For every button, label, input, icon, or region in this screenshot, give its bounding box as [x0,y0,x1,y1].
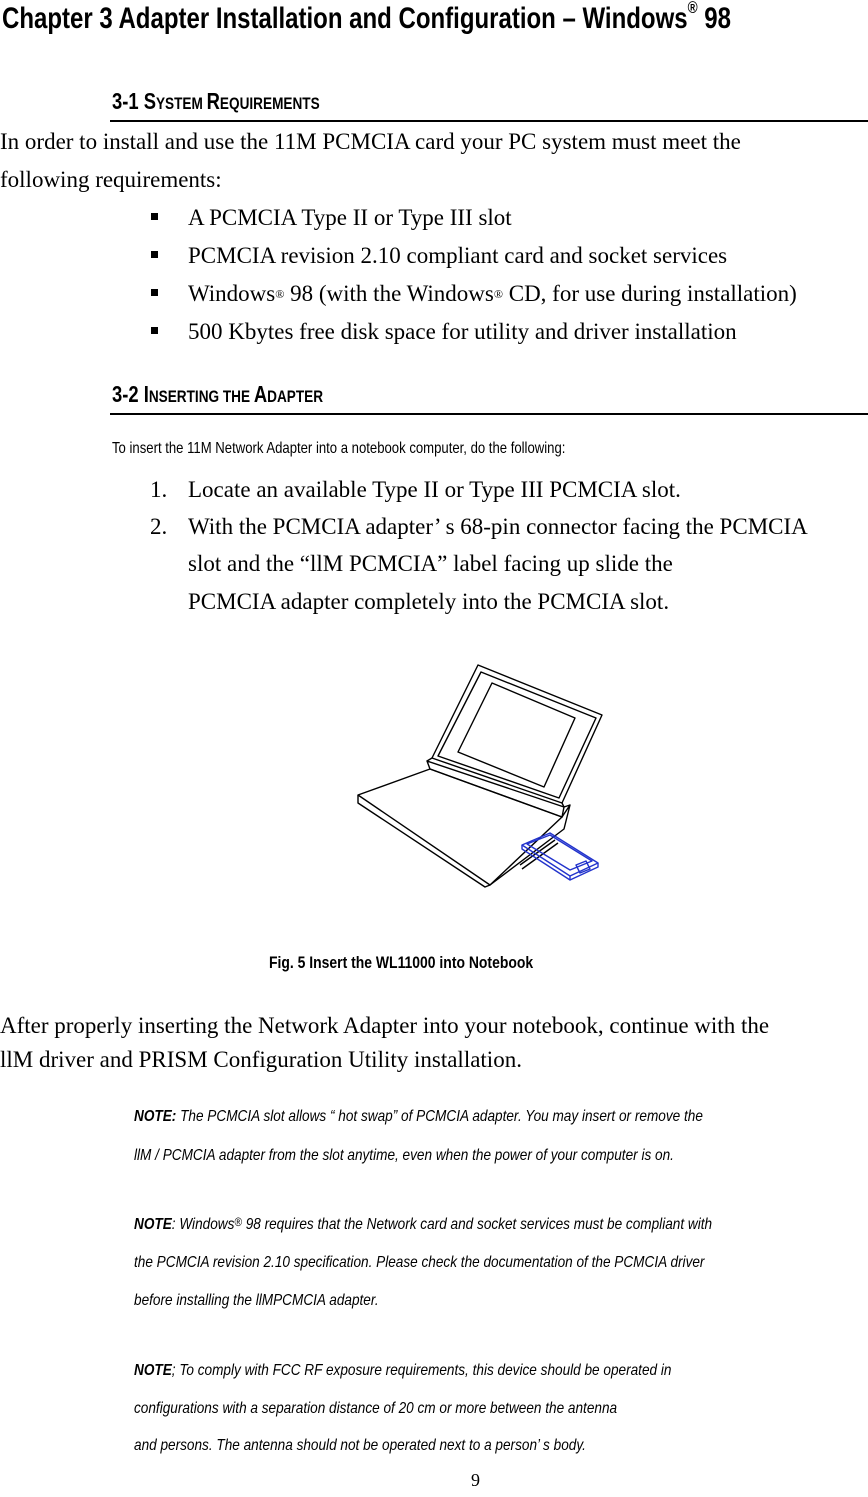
note-fcc: NOTE; To comply with FCC RF exposure requirements, this device should be operated in [134,1362,672,1379]
section-rule-3-2 [110,413,868,415]
note-compliance: NOTE: Windows® 98 requires that the Network card and socket services must be compliant with [134,1215,713,1233]
notebook-screen [458,683,575,787]
step-text: With the PCMCIA adapter’ s 68-pin connector facing the PCMCIA [188,514,808,539]
requirement-item: 500 Kbytes free disk space for utility and driver installation [188,319,737,344]
requirement-item: Windows® 98 (with the Windows® CD, for use during installation) [188,281,797,306]
note-compliance-line-2: the PCMCIA revision 2.10 specification. Please check the documentation of the PCMCIA driver [134,1254,705,1271]
bullet-marker [151,251,158,258]
note-compliance-line-3: before installing the llMPCMCIA adapter. [134,1292,379,1309]
intro-line-1: In order to install and use the 11M PCMCIA card your PC system must meet the [0,129,741,154]
section-rule-3-1 [110,120,868,122]
note-fcc-line-3: and persons. The antenna should not be operated next to a person’ s body. [134,1437,586,1454]
note-hot-swap-line-2: llM / PCMCIA adapter from the slot anytime, even when the power of your computer is on. [134,1147,674,1164]
insert-intro: To insert the 11M Network Adapter into a notebook computer, do the following: [112,440,566,457]
note-fcc-line-2: configurations with a separation distance of 20 cm or more between the antenna [134,1400,618,1417]
bullet-marker [151,327,158,334]
requirement-item: PCMCIA revision 2.10 compliant card and socket services [188,243,728,268]
step-text: Locate an available Type II or Type III PCMCIA slot. [188,477,681,502]
section-heading-3-2: 3-2 INSERTING THE ADAPTER [112,381,324,407]
requirement-item: A PCMCIA Type II or Type III slot [188,205,512,230]
figure-caption: Fig. 5 Insert the WL11000 into Notebook [269,953,534,972]
step-text: PCMCIA adapter completely into the PCMCIA slot. [188,589,670,614]
notebook-base [358,769,562,885]
section-heading-3-1: 3-1 SYSTEM REQUIREMENTS [112,88,320,114]
step-number: 2. [150,514,168,539]
notebook-illustration [350,655,610,890]
bullet-marker [151,289,158,296]
note-hot-swap: NOTE: The PCMCIA slot allows “ hot swap” of PCMCIA adapter. You may insert or remove the [134,1108,703,1125]
step-text: slot and the “llM PCMCIA” label facing up slide the [188,551,673,576]
chapter-title: Chapter 3 Adapter Installation and Configuration – Windows® 98 [2,0,731,35]
after-line-1: After properly inserting the Network Adapter into your notebook, continue with the [0,1013,770,1038]
after-line-2: llM driver and PRISM Configuration Utility installation. [0,1047,522,1072]
page-number: 9 [471,1470,480,1490]
step-number: 1. [150,477,168,502]
intro-line-2: following requirements: [0,167,222,192]
pcmcia-card [522,833,598,880]
bullet-marker [151,213,158,220]
